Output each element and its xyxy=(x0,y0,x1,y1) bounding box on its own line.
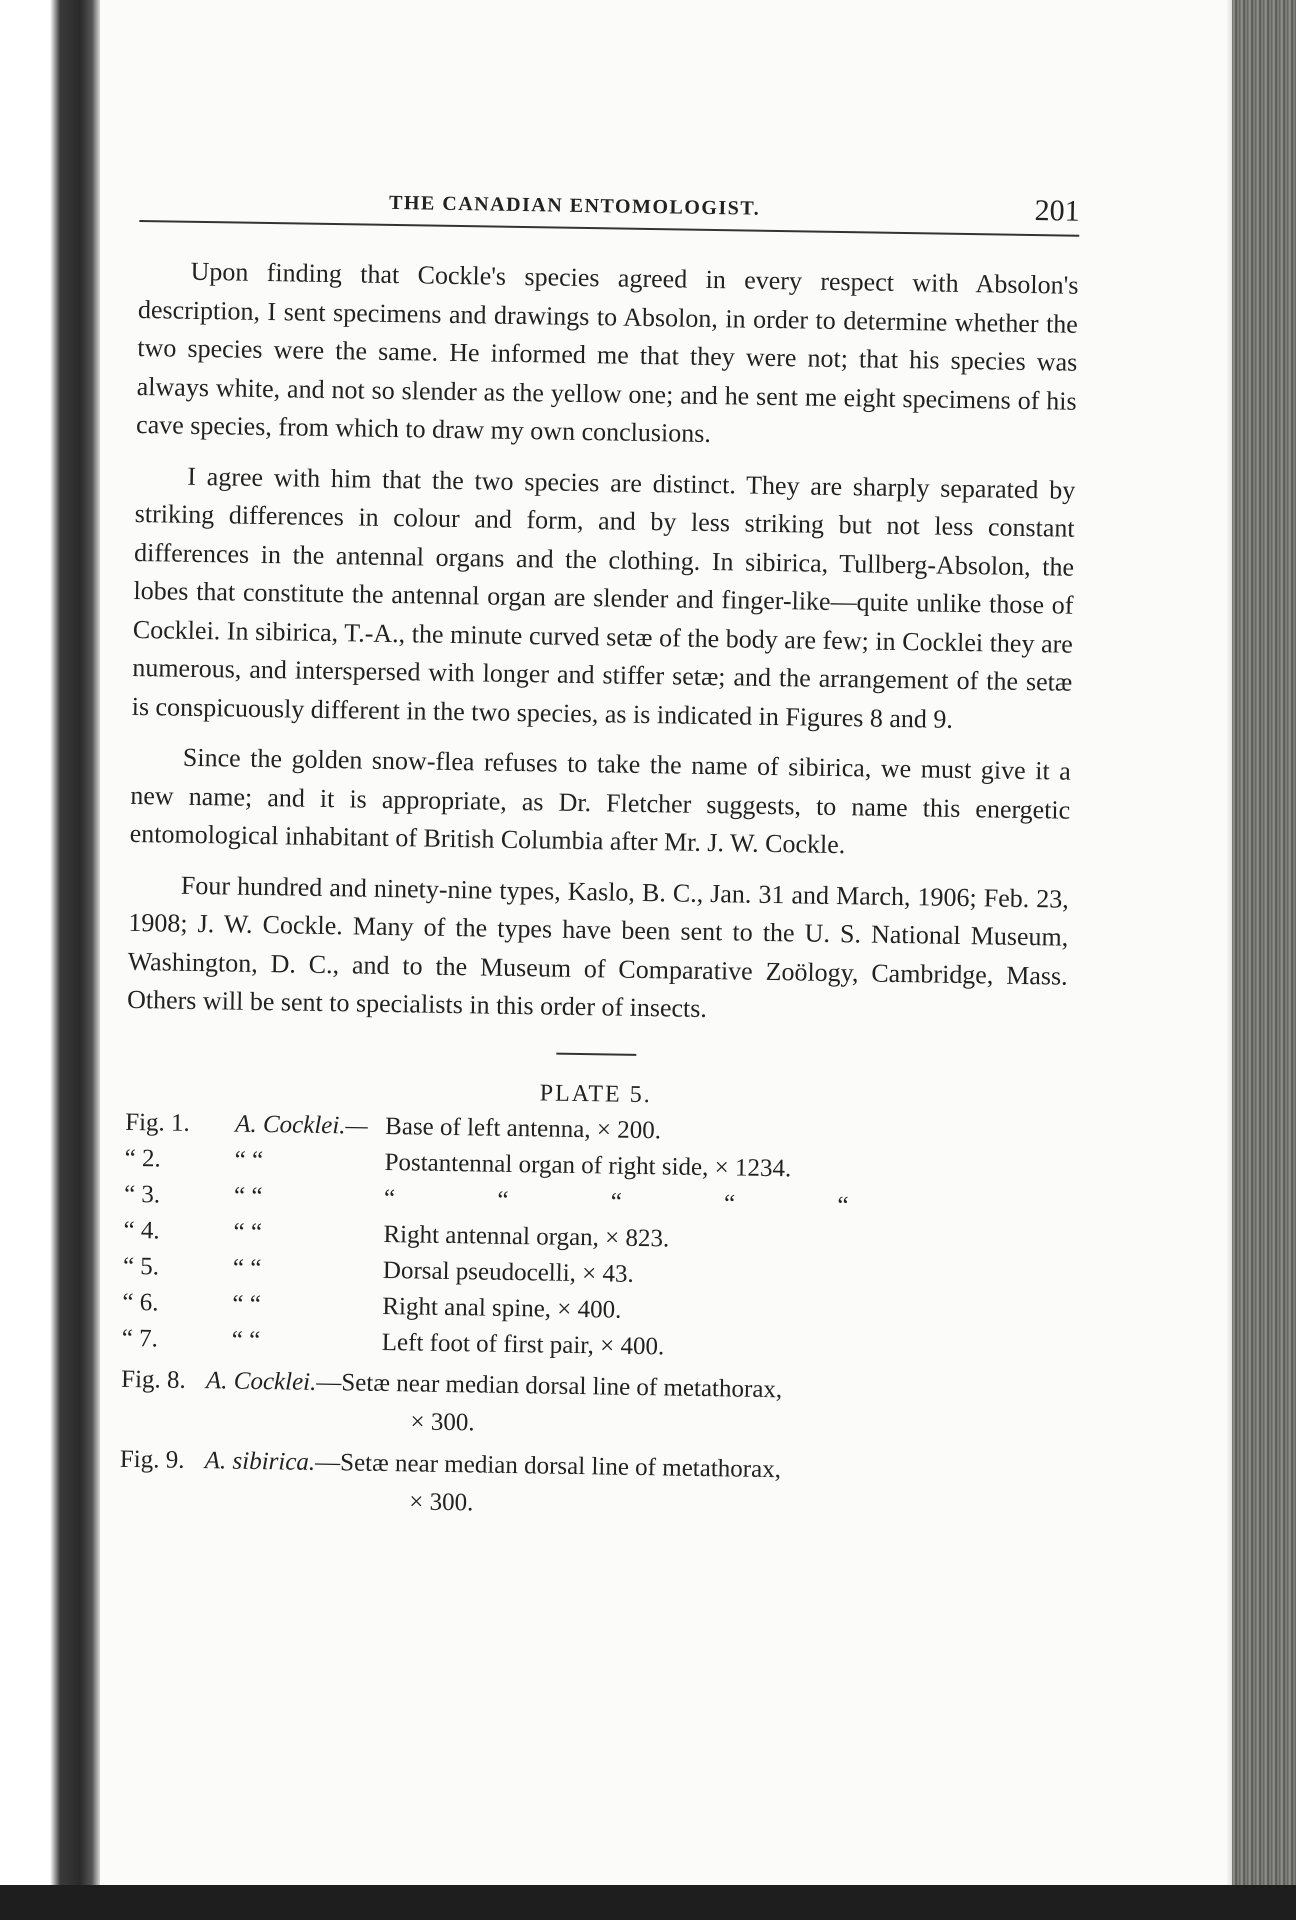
figure-description: Right anal spine, × 400. xyxy=(382,1292,622,1324)
figure-species: “ “ xyxy=(233,1218,263,1246)
figure-species: “ “ xyxy=(233,1182,263,1210)
figure-species: “ “ xyxy=(234,1146,264,1174)
book-spine-shadow xyxy=(0,0,100,1920)
figure-scale: × 300. xyxy=(409,1487,474,1516)
figure-description: Base of left antenna, × 200. xyxy=(384,1112,662,1144)
figure-caption-9 xyxy=(119,1440,1060,1531)
figure-label: Fig. 1. xyxy=(124,1108,191,1137)
figure-description: “ “ “ “ “ xyxy=(383,1184,897,1220)
paragraph-1: Upon finding that Cockle's species agreed in every respect with Absolon's description, I sent specimens and drawings to Absolon, in order to determine whether the two species were the same. He informed me that they were not; that his species was always white, and not so slender as the yellow one; and he sent me eight specimens of his cave species, from which to draw my own conclusions. xyxy=(135,256,1079,448)
figure-label: Fig. 9. xyxy=(119,1445,185,1474)
paragraph-3: Since the golden snow-flea refuses to take the name of sibirica, we must give it a new name; and it is appropriate, as Dr. Fletcher suggests, to name this energetic entomological inhabitant of British Columbia after Mr. J. W. Cockle. xyxy=(129,742,1072,860)
page-edges xyxy=(1232,0,1296,1920)
figure-description: —Setæ near median dorsal line of metathorax, xyxy=(314,1448,782,1483)
figure-scale: × 300. xyxy=(410,1407,475,1436)
page-number: 201 xyxy=(1034,194,1080,228)
figure-label: “ 6. xyxy=(122,1288,159,1316)
plate-title: PLATE 5. xyxy=(539,1079,652,1108)
figure-list xyxy=(119,1104,1065,1531)
page-text-block xyxy=(119,180,1080,1531)
figure-label: “ 2. xyxy=(124,1144,161,1172)
figure-label: “ 5. xyxy=(122,1252,160,1280)
section-divider xyxy=(556,1052,636,1055)
figure-label: “ 4. xyxy=(123,1216,160,1244)
figure-species: “ “ xyxy=(232,1290,262,1318)
figure-caption-8 xyxy=(120,1360,1061,1451)
figure-label: Fig. 8. xyxy=(120,1365,186,1394)
figure-label: “ 7. xyxy=(121,1324,159,1352)
paragraph-4: Four hundred and ninety-nine types, Kaslo, B. C., Jan. 31 and March, 1906; Feb. 23, 1908; J. W. Cockle. Many of the types have been sent to the U. S. National Museum, Washington, D. C., and to the Museum of Comparative Zoölogy, Cambridge, Mass. Others will be sent to specialists in this order of insects. xyxy=(126,870,1070,1024)
running-header xyxy=(139,180,1080,237)
figure-species: A. sibirica. xyxy=(204,1446,316,1476)
figure-species: A. Cocklei. xyxy=(205,1366,317,1396)
figure-description: Postantennal organ of right side, × 1234. xyxy=(384,1148,792,1182)
figure-species: A. Cocklei.— xyxy=(234,1110,368,1140)
figure-label: “ 3. xyxy=(123,1180,161,1208)
paragraph-2: I agree with him that the two species are distinct. They are sharply separated by striking differences in colour and form, and by less striking but not less constant differences in the antennal organs and the clothing. In sibirica, Tullberg-Absolon, the lobes that constitute the antennal organ are slender and finger-like—quite unlike those of Cocklei. In sibirica, T.-A., the minute curved setæ of the body are few; in Cocklei they are numerous, and interspersed with longer and stiffer setæ; and the arrangement of the setæ is conspicuously different in the two species, as is indicated in Figures 8 and 9. xyxy=(131,461,1076,734)
scan-bottom-border xyxy=(0,1885,1296,1920)
figure-description: Dorsal pseudocelli, × 43. xyxy=(382,1256,634,1288)
figure-description: —Setæ near median dorsal line of metathorax, xyxy=(316,1368,783,1403)
figure-species: “ “ xyxy=(232,1254,262,1282)
figure-description: Right antennal organ, × 823. xyxy=(383,1220,670,1252)
running-title: THE CANADIAN ENTOMOLOGIST. xyxy=(388,191,761,220)
figure-species: “ “ xyxy=(231,1326,261,1354)
figure-description: Left foot of first pair, × 400. xyxy=(381,1328,665,1360)
